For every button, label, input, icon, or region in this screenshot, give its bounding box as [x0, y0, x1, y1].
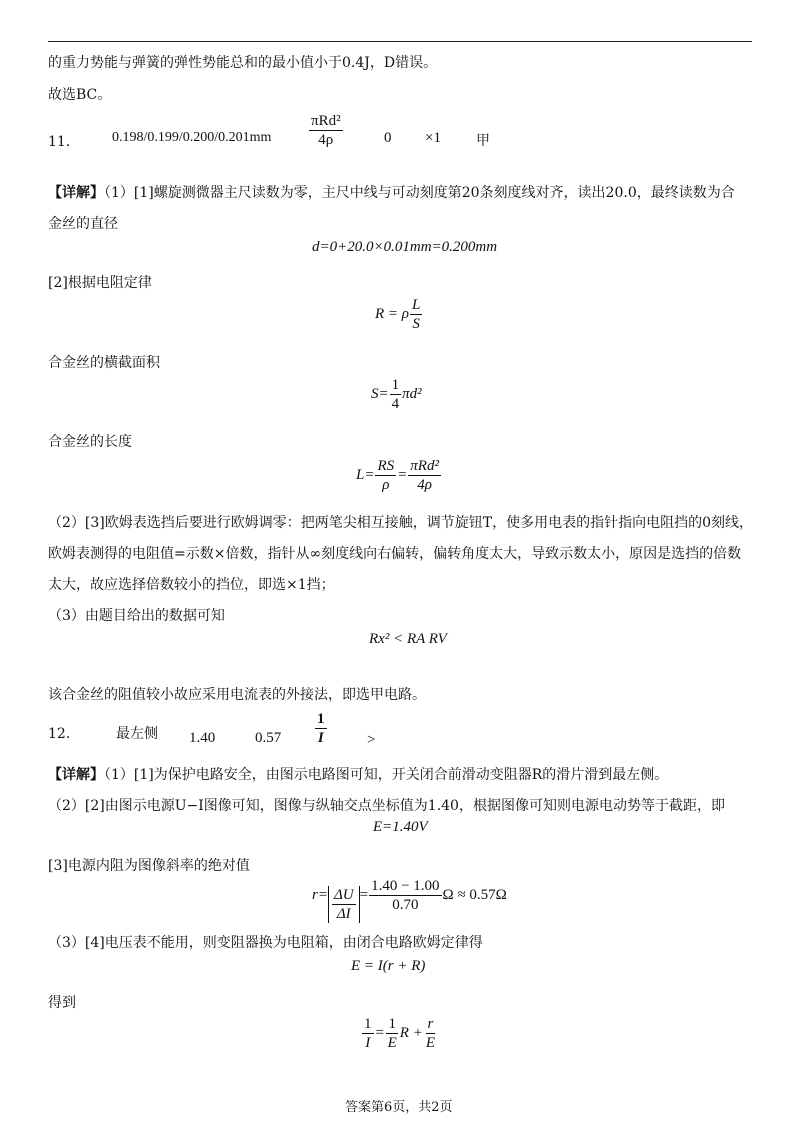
text-line: （2）[3]欧姆表选挡后要进行欧姆调零：把两笔尖相互接触，调节旋钮T，使多用电表的指针指向电阻挡的0刻线， — [48, 515, 753, 531]
equation-Rx: Rx² < RA RV — [369, 631, 447, 647]
text-line: 合金丝的横截面积 — [48, 355, 160, 371]
equation-S: S= $\frac{1}{4}$ πd² — [371, 377, 422, 412]
equation-R: R = ρ $\frac{L}{S}$ — [375, 297, 421, 332]
text-line: [2]根据电阻定律 — [48, 275, 152, 291]
answer-5: 甲 — [476, 133, 490, 149]
answer-2: $\frac{\text{πRd²}}{4\rho}$ — [311, 113, 341, 148]
text-line: 该合金丝的阻值较小故应采用电流表的外接法，即选甲电路。 — [48, 687, 426, 703]
answer-1: 0.198/0.199/0.200/0.201mm — [112, 130, 272, 145]
text-line: 得到 — [48, 995, 76, 1011]
equation-r: r= $\frac{\Delta U}{\Delta I}$ = $\frac{1.40 - 1.00}{0.70}$ Ω ≈ 0.57Ω — [312, 878, 507, 922]
equation-E: E=1.40V — [373, 819, 428, 835]
equation-EI: E = I(r + R) — [351, 958, 426, 974]
answer-3: 0 — [384, 130, 392, 146]
text-line: （3）[4]电压表不能用，则变阻器换为电阻箱，由闭合电路欧姆定律得 — [48, 935, 483, 951]
question-number: 12． — [48, 726, 80, 742]
answer-4: ×1 — [425, 130, 441, 146]
detail-tag: 【详解】 — [48, 767, 104, 783]
text-line: 故选BC。 — [48, 87, 112, 103]
text-line: 的重力势能与弹簧的弹性势能总和的最小值小于0.4J，D错误。 — [48, 55, 438, 71]
text-line: （2）[2]由图示电源U−I图像可知，图像与纵轴交点坐标值为1.40，根据图像可知则电源电动势等于截距，即 — [48, 798, 725, 814]
page-footer: 答案第6页，共2页 — [345, 1100, 453, 1115]
equation-final: $\frac{1}{I}$ = $\frac{1}{E}$ R + $\frac{r}{E}$ — [364, 1016, 436, 1051]
text-line: 欧姆表测得的电阻值=示数×倍数，指针从∞刻度线向右偏转，偏转角度太大，导致示数太小，原因是选挡的倍数 — [48, 546, 742, 562]
text-line: 合金丝的长度 — [48, 434, 132, 450]
detail-line: 【详解】（1）[1]螺旋测微器主尺读数为零，主尺中线与可动刻度第20条刻度线对齐，读出20.0，最终读数为合 — [48, 185, 735, 201]
equation-d: d=0+20.0×0.01mm=0.200mm — [312, 239, 498, 255]
question-number: 11． — [48, 134, 80, 150]
detail-line: 【详解】（1）[1]为保护电路安全，由图示电路图可知，开关闭合前滑动变阻器R的滑片滑到最左侧。 — [48, 767, 669, 783]
text-line: [3]电源内阻为图像斜率的绝对值 — [48, 858, 250, 874]
answer-2: 1.40 — [189, 730, 216, 746]
text-line: 太大，故应选择倍数较小的挡位，即选×1挡； — [48, 577, 335, 593]
answer-1: 最左侧 — [116, 726, 158, 742]
answer-4: $\frac{1}{I}$ — [317, 711, 325, 746]
answer-5: > — [367, 732, 376, 748]
equation-L: L= $\frac{RS}{\rho}$ = $\frac{\text{πRd²}}{4\rho}$ — [356, 458, 439, 493]
answer-3: 0.57 — [255, 730, 282, 746]
text-line: 金丝的直径 — [48, 216, 118, 232]
detail-tag: 【详解】 — [48, 185, 104, 201]
header-rule — [48, 41, 752, 42]
text-line: （3）由题目给出的数据可知 — [48, 608, 225, 624]
